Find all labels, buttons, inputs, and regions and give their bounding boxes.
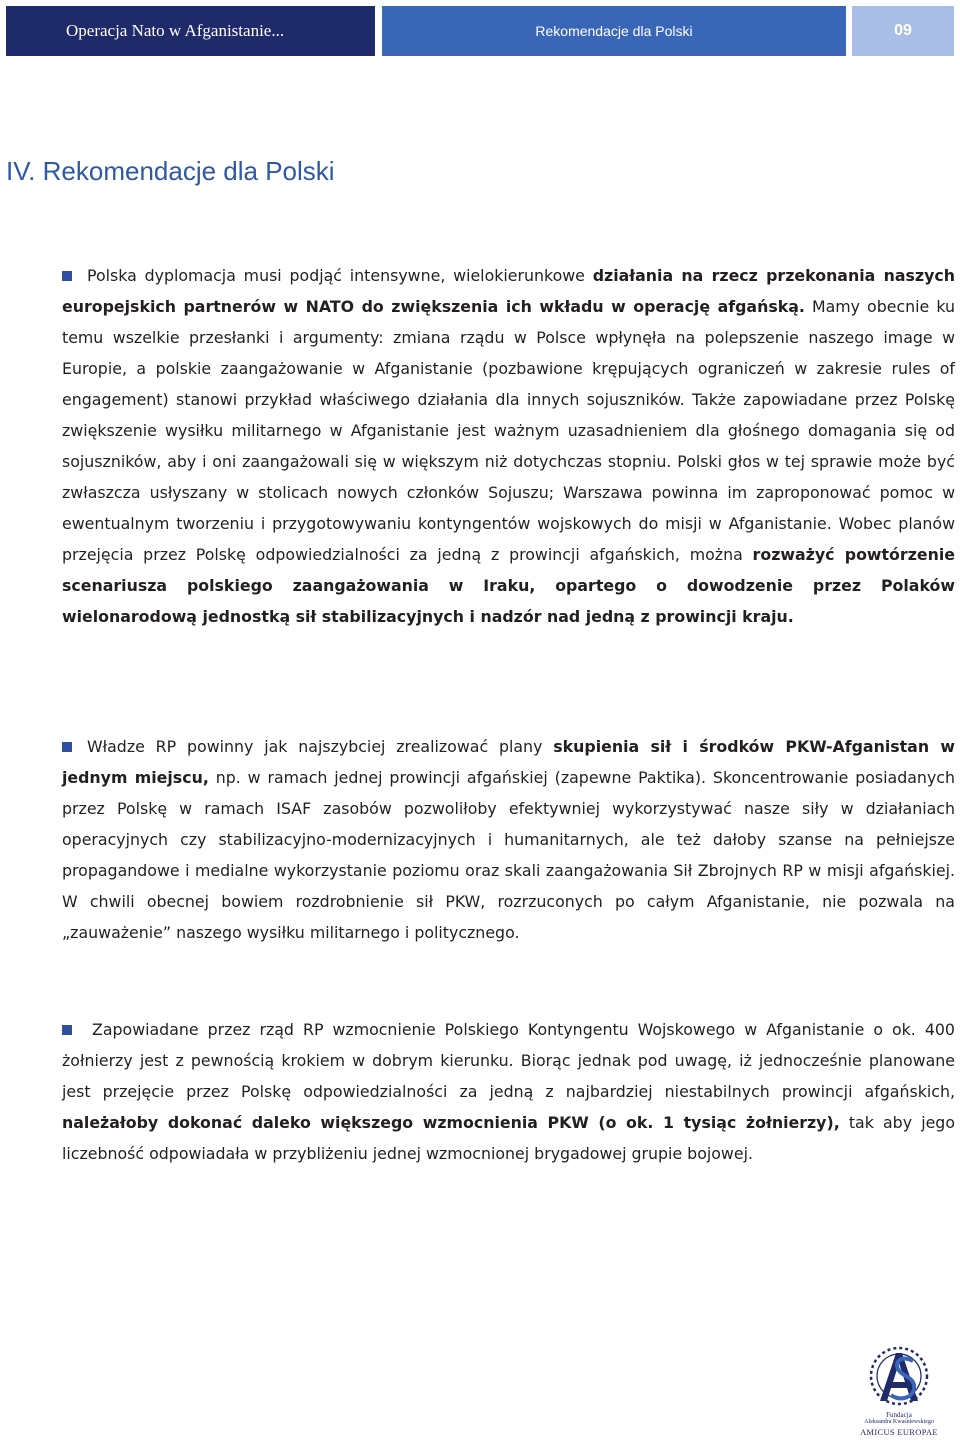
- paragraph-text-bold: działania na rzecz przekonania naszych europejskich partnerów w NATO do zwiększenia ich wkładu w operację afgańską.: [62, 266, 955, 316]
- header-section-segment: [382, 6, 846, 56]
- paragraph-text: Zapowiadane przez rząd RP wzmocnienie Polskiego Kontyngentu Wojskowego w Afganistanie o ok. 400 żołnierzy jest z pewnością krokiem w dobrym kierunku. Biorąc jednak pod uwagę, iż jednocześnie planowane jest przejęcie przez Polskę odpowiedzialności za jedną z najbardziej niestabilnych prowincji afgańskich,: [62, 1020, 955, 1101]
- recommendation-item-2: [62, 731, 955, 948]
- paragraph-text-bold: skupienia sił i środków PKW-Afganistan w jednym miejscu,: [62, 737, 956, 787]
- header-doc-title-segment: [6, 6, 375, 56]
- recommendation-paragraph: [62, 731, 955, 948]
- header-doc-title: Operacja Nato w Afganistanie...: [66, 21, 285, 40]
- foundation-logo: [858, 1343, 940, 1439]
- bullet-square-icon: [62, 742, 72, 752]
- paragraph-text: Mamy obecnie ku temu wszelkie przesłanki i argumenty: zmiana rządu w Polsce wpłynęła na polepszenie naszego image w Europie, a polskie zaangażowanie w Afganistanie (pozbawione krępujących ograniczeń w zakresie rules of engagement) stanowi przykład właściwego działania dla innych sojuszników. Także zapowiadane przez Polskę zwiększenie wysiłku militarnego w Afganistanie jest ważnym uzasadnieniem dla głośnego domagania się od sojuszników, aby i oni zaangażowali się w większym niż dotychczas stopniu. Polski głos w tej sprawie może być zwłaszcza usłyszany w stolicach nowych członków Sojuszu; Warszawa powinna im zaproponować pomoc w ewentualnym tworzeniu i przygotowywaniu kontyngentów wojskowych do misji w Afganistanie. Wobec planów przejęcia przez Polskę odpowiedzialności za jedną z prowincji afgańskich, można: [62, 297, 955, 564]
- bullet-square-icon: [62, 271, 72, 281]
- header-section-title: Rekomendacje dla Polski: [535, 23, 693, 39]
- paragraph-text: tak aby jego liczebność odpowiadała w przybliżeniu jednej wzmocnionej brygadowej grupie bojowej.: [62, 1113, 955, 1163]
- paragraph-text: Władze RP powinny jak najszybciej zrealizować plany: [87, 737, 554, 756]
- paragraph-text-bold: rozważyć powtórzenie scenariusza polskiego zaangażowania w Iraku, opartego o dowodzenie przez Polaków wielonarodową jednostką sił stabilizacyjnych i nadzór nad jedną z prowincji kraju.: [62, 545, 955, 626]
- recommendation-paragraph: [62, 260, 955, 632]
- bullet-square-icon: [62, 1025, 72, 1035]
- recommendation-item-1: [62, 260, 955, 632]
- logo-foundation-brand: AMICUS EUROPAE: [860, 1427, 938, 1437]
- section-title: IV. Rekomendacje dla Polski: [6, 156, 335, 186]
- header-page-number-segment: [852, 6, 954, 56]
- paragraph-text: np. w ramach jednej prowincji afgańskiej (zapewne Paktika). Skoncentrowanie posiadanych przez Polskę w ramach ISAF zasobów pozwoliłoby efektywniej wykorzystywać nasze siły w działaniach operacyjnych czy stabilizacyjno-modernizacyjnych i humanitarnych, ale też dałoby szanse na pełniejsze propagandowe i medialne wykorzystanie poziomu oraz skali zaangażowania Sił Zbrojnych RP w misji afgańskiej. W chwili obecnej bowiem rozdrobnienie sił PKW, rozrzuconych po całym Afganistanie, nie pozwala na „zauważenie” naszego wysiłku militarnego i politycznego.: [62, 768, 955, 942]
- logo-foundation-name: Aleksandra Kwaśniewskiego: [864, 1419, 934, 1425]
- recommendation-paragraph: [62, 1014, 955, 1169]
- recommendation-item-3: [62, 1014, 955, 1169]
- paragraph-text-bold: należałoby dokonać daleko większego wzmocnienia PKW (o ok. 1 tysiąc żołnierzy),: [62, 1113, 840, 1132]
- paragraph-text: Polska dyplomacja musi podjąć intensywne, wielokierunkowe: [87, 266, 593, 285]
- page-number: 09: [894, 22, 912, 39]
- logo-foundation-word: Fundacja: [886, 1411, 912, 1419]
- header-bar: [6, 6, 954, 56]
- amicus-europae-emblem-icon: [858, 1343, 940, 1411]
